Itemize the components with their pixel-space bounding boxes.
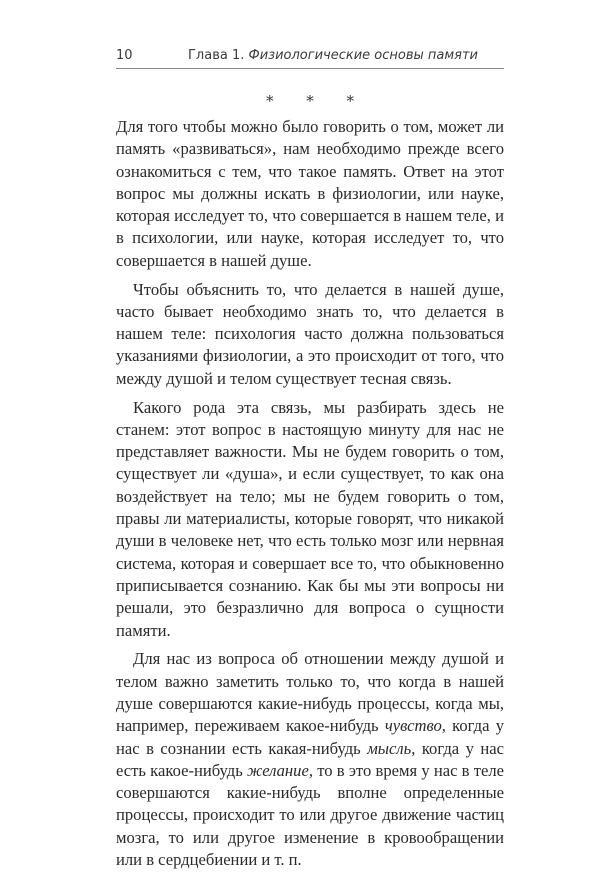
emphasis-thought: мысль — [367, 738, 412, 758]
paragraph-4 — [116, 648, 504, 871]
page-number: 10 — [116, 48, 133, 63]
chapter-label: Глава 1. — [188, 48, 245, 63]
emphasis-feeling: чувство — [384, 716, 442, 736]
paragraph-4-part-2: , когда у нас в сознании есть какая-нибудь — [116, 716, 505, 758]
emphasis-desire: желание — [247, 760, 309, 780]
chapter-heading — [188, 48, 478, 63]
section-separator: * * * — [265, 92, 369, 110]
body-text — [116, 116, 504, 878]
chapter-title: Физиологические основы памяти — [248, 48, 478, 63]
running-header — [116, 46, 504, 69]
paragraph-2: Чтобы объяснить то, что делается в нашей душе, часто бывает необходимо знать то, что делается в нашем теле: психология часто должна пользоваться указаниями физиологии, а это происходит от того, что между душой и телом существует тесная связь. — [116, 279, 504, 388]
paragraph-4-part-4: , то в это время у нас в теле совершаются какие-нибудь вполне определенные процессы, происходит то или другое движение частиц мозга, то или другое изменение в кровообращении или в сердцебиении и т. п. — [116, 760, 504, 869]
paragraph-4-part-3: , когда у нас есть какое-нибудь — [116, 738, 504, 780]
paragraph-3: Какого рода эта связь, мы разбирать здесь не станем: этот вопрос в настоящую минуту для нас не представляет важности. Мы не будем говорить о том, существует ли «душа», и если существует, то как она воздействует на тело; мы не будем говорить о том, правы ли материалисты, которые говорят, что никакой души в человеке нет, что есть только мозг или нервная система, которая и совершает все то, что обыкновенно приписывается сознанию. Как бы мы эти вопросы ни решали, это безразлично для вопроса о сущности памяти. — [116, 397, 504, 640]
paragraph-1: Для того чтобы можно было говорить о том, может ли память «развиваться», нам необходимо прежде всего ознакомиться с тем, что такое память. Ответ на этот вопрос мы должны искать в физиологии, или науке, которая исследует то, что совершается в нашем теле, и в психологии, или науке, которая исследует то, что совершается в нашей душе. — [116, 117, 504, 270]
paragraph-4-part-1: Для нас из вопроса об отношении между душой и телом важно заметить только то, что когда в нашей душе совершаются какие-нибудь процессы, когда мы, например, переживаем какое-нибудь — [116, 649, 504, 736]
